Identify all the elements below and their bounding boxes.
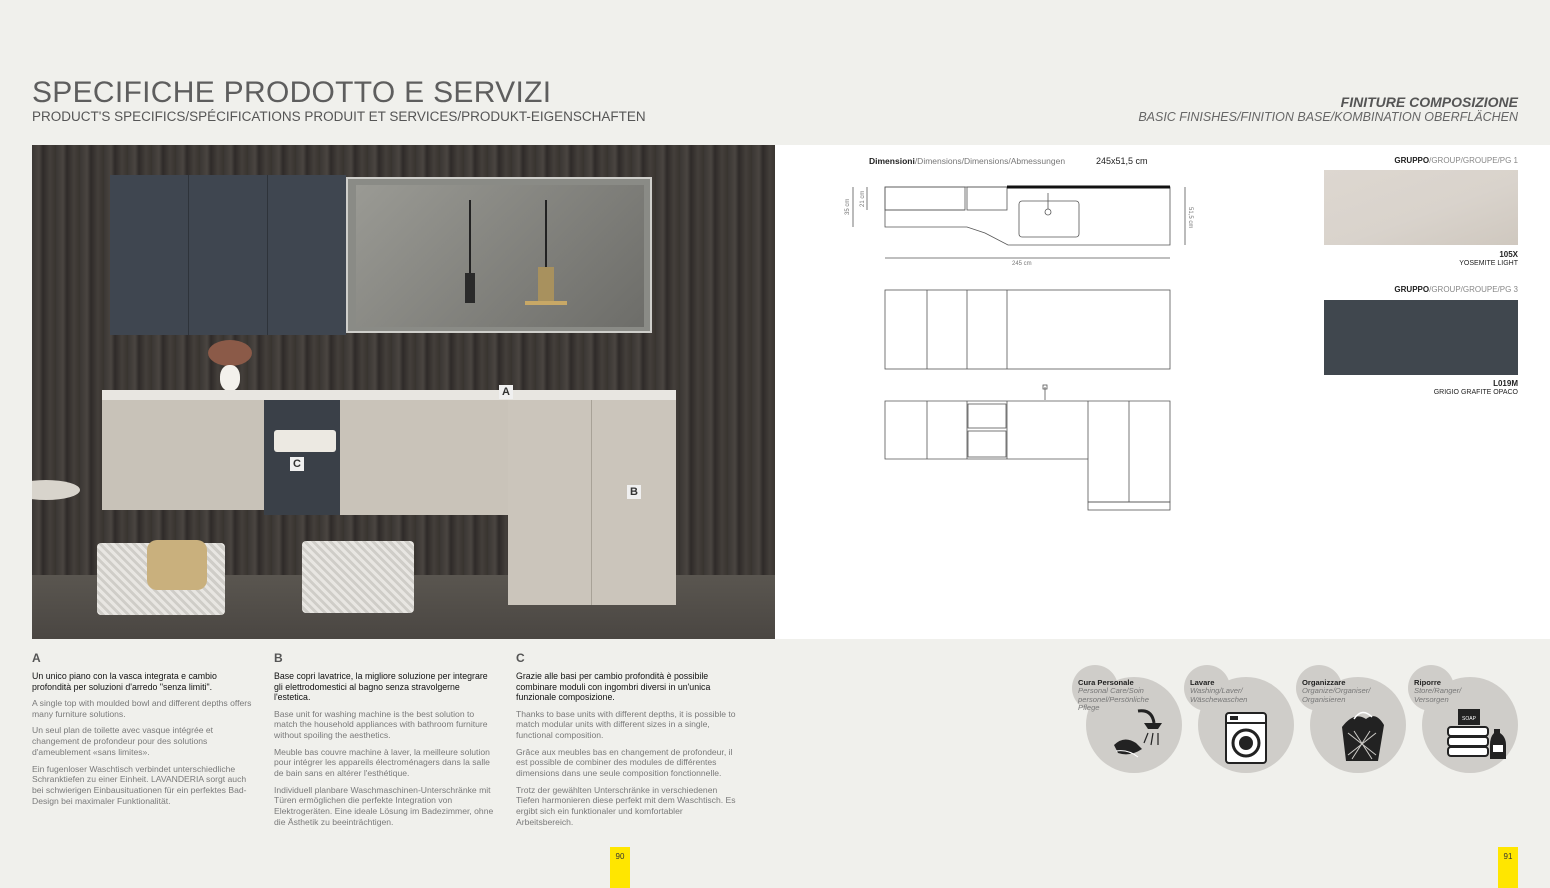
countertop (102, 390, 676, 400)
depth-label: 35 cm (845, 198, 851, 215)
column-paragraph: Ein fugenloser Waschtisch verbindet unterschiedliche Schranktiefen zu einer Einheit. LAVANDERIA sorgt auch bei schwierigen Einbausituationen für ein perfektes Bad-Design bei maximaler Funktionalität. (32, 763, 247, 806)
pendant-lamp-cord (545, 200, 547, 270)
laundry-basket (302, 541, 414, 613)
finish-code: 105X (1499, 250, 1518, 259)
shower-hands-icon (1108, 705, 1164, 761)
text-column-b (274, 651, 494, 834)
marker-c: C (290, 457, 304, 471)
front-view-lower (885, 401, 1170, 502)
service-personal-care (1072, 665, 1182, 777)
finishes-subtitle: BASIC FINISHES/FINITION BASE/KOMBINATION OBERFLÄCHEN (1138, 110, 1518, 124)
column-letter: B (274, 651, 283, 665)
finish-swatch-yosemite (1324, 170, 1518, 245)
folded-towels-icon (1444, 705, 1508, 765)
icon-label: Lavare Washing/Laver/ Wäschewaschen (1190, 678, 1248, 704)
page-number-right: 91 (1498, 847, 1518, 888)
service-organize (1296, 665, 1406, 777)
column-paragraph: Individuell planbare Waschmaschinen-Unterschränke mit Türen ermöglichen die perfekte Integration von Elektrogeräten. Eine ideale Lösung im Badezimmer, ohne die Ästhetik zu beeinträchtigen. (274, 784, 494, 827)
technical-drawing (835, 175, 1195, 520)
service-washing (1184, 665, 1294, 777)
column-lead: Un unico piano con la vasca integrata e cambio profondità per soluzioni d'arredo "senza limiti". (32, 671, 217, 692)
finish-group-1: GRUPPO/GROUP/GROUPE/PG 1 (1394, 156, 1518, 165)
washing-machine-icon (1220, 705, 1276, 769)
cloth (147, 540, 207, 590)
pendant-lamp (465, 273, 475, 303)
finishes-title: FINITURE COMPOSIZIONE (1340, 94, 1518, 110)
column-paragraph: A single top with moulded bowl and different depths offers many furniture solutions. (32, 698, 252, 719)
dimensions-label: Dimensioni/Dimensions/Dimensions/Abmessungen (869, 156, 1066, 166)
column-paragraph: Base unit for washing machine is the best solution to match the household appliances with bathroom furniture without spoiling the aesthetics. (274, 708, 488, 740)
depth-label: 51,5 cm (1187, 207, 1193, 229)
finish-group-3: GRUPPO/GROUP/GROUPE/PG 3 (1394, 285, 1518, 294)
flowers (208, 340, 252, 366)
wall-cabinet (110, 175, 346, 335)
finish-code: L019M (1493, 379, 1518, 388)
page-title: SPECIFICHE PRODOTTO E SERVIZI (32, 76, 552, 109)
finish-name: YOSEMITE LIGHT (1459, 260, 1518, 267)
column-paragraph: Trotz der gewählten Unterschränke in verschiedenen Tiefen harmonieren diese perfekt mit dem Waschtisch. Es ergibt sich ein funktionaler und komfortabler Arbeitsbereich. (516, 784, 736, 827)
column-lead: Grazie alle basi per cambio profondità è possibile combinare moduli con ingombri diversi in un'unica funzionale composizione. (516, 671, 711, 702)
column-letter: C (516, 651, 525, 665)
front-view-upper (885, 290, 1170, 369)
column-paragraph: Grâce aux meubles bas en changement de profondeur, il est possible de combiner des modules de différentes dimensions dans une seule composition fonctionnelle. (516, 746, 733, 779)
text-column-c (516, 651, 736, 834)
towels (274, 430, 336, 452)
icon-label: Organizzare Organize/Organiser/ Organisieren (1302, 678, 1371, 704)
laundry-basket-icon (1332, 705, 1392, 765)
mirror-interior (356, 185, 644, 327)
pendant-lamp (538, 267, 554, 303)
soap-label: SOAP (1462, 716, 1476, 722)
column-paragraph: Meuble bas couvre machine à laver, la meilleure solution pour intégrer les appareils électroménagers dans la salle de bain sans en altérer l'esthétique. (274, 746, 490, 779)
dimensions-value: 245x51,5 cm (1096, 156, 1148, 166)
washing-machine-unit (508, 400, 676, 605)
lamp-shelf (525, 301, 567, 305)
stool (32, 480, 80, 500)
pendant-lamp-cord (469, 200, 471, 275)
icon-label: Riporre Store/Ranger/ Versorgen (1414, 678, 1462, 704)
mirror-cabinet (346, 177, 652, 333)
column-paragraph: Un seul plan de toilette avec vasque intégrée et changement de profondeur pour des solutions d'ameublement «sans limites». (32, 725, 214, 757)
finish-name: GRIGIO GRAFITE OPACO (1433, 389, 1518, 396)
finish-swatch-grafite (1324, 300, 1518, 375)
column-paragraph: Thanks to base units with different depths, it is possible to match modular units with different sizes in a single, functional composition. (516, 708, 736, 740)
sink-outline (1019, 201, 1079, 237)
icon-label: Cura Personale Personal Care/Soin personel/Persönliche Pflege (1078, 678, 1149, 713)
column-letter: A (32, 651, 41, 665)
depth-label: 21 cm (860, 190, 866, 207)
vase (220, 365, 240, 391)
width-label: 245 cm (1012, 261, 1032, 267)
product-photo (32, 145, 775, 639)
text-column-a (32, 651, 252, 812)
base-unit-left (102, 400, 264, 510)
service-store (1408, 665, 1518, 777)
page-number-left: 90 (610, 847, 630, 888)
page-subtitle: PRODUCT'S SPECIFICS/SPÉCIFICATIONS PRODUIT ET SERVICES/PRODUKT-EIGENSCHAFTEN (32, 109, 646, 124)
column-lead: Base copri lavatrice, la migliore soluzione per integrare gli elettrodomestici al bagno senza stravolgerne l'estetica. (274, 671, 488, 702)
base-unit-sink (340, 400, 508, 515)
marker-b: B (627, 485, 641, 499)
top-view-outline (885, 187, 1170, 245)
marker-a: A (499, 385, 513, 399)
